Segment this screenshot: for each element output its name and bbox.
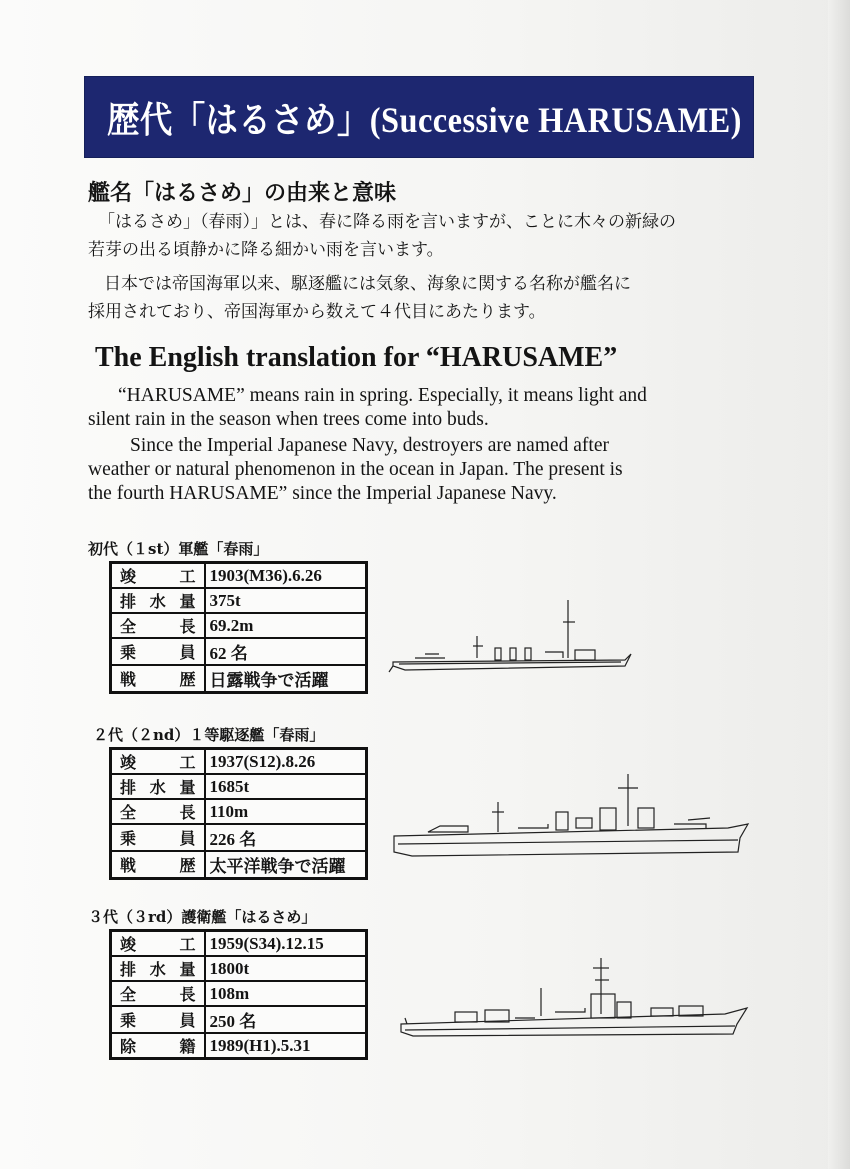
ship-3-spec-table <box>109 929 368 1060</box>
spec-value: 69.2m <box>205 613 367 638</box>
table-row <box>111 799 367 824</box>
spec-key: 全長 <box>111 981 205 1006</box>
ship-1-label: 初代（１st）軍艦「春雨」 <box>88 540 269 558</box>
spec-key: 排水量 <box>111 774 205 799</box>
english-line-3: Since the Imperial Japanese Navy, destroyers are named after <box>130 435 609 456</box>
spec-value: 250 名 <box>205 1006 367 1033</box>
ship-2-label: ２代（２nd）１等駆逐艦「春雨」 <box>93 726 325 744</box>
spec-value: 1959(S34).12.15 <box>205 931 367 957</box>
ship-3-label: ３代（３rd）護衛艦「はるさめ」 <box>88 908 317 926</box>
spec-value: 110m <box>205 799 367 824</box>
table-row <box>111 931 367 957</box>
spec-value: 1685t <box>205 774 367 799</box>
table-row <box>111 1006 367 1033</box>
spec-key: 竣工 <box>111 749 205 775</box>
ship-1-spec-table <box>109 561 368 694</box>
spec-key: 全長 <box>111 799 205 824</box>
table-row <box>111 824 367 851</box>
spec-key: 乗員 <box>111 824 205 851</box>
origin-line-4: 採用されており、帝国海軍から数えて４代目にあたります。 <box>88 302 546 322</box>
spec-value: 108m <box>205 981 367 1006</box>
table-row <box>111 981 367 1006</box>
english-line-2: silent rain in the season when trees come into buds. <box>88 409 489 430</box>
table-row <box>111 1033 367 1059</box>
table-row <box>111 956 367 981</box>
table-row <box>111 774 367 799</box>
spec-value: 太平洋戦争で活躍 <box>205 851 367 879</box>
spec-key: 戦歴 <box>111 665 205 693</box>
spec-key: 全長 <box>111 613 205 638</box>
table-row <box>111 851 367 879</box>
ship-1-drawing <box>385 592 645 682</box>
table-row <box>111 665 367 693</box>
english-line-1: “HARUSAME” means rain in spring. Especially, it means light and <box>118 385 647 406</box>
page-title: 歴代「はるさめ」(Successive HARUSAME) <box>107 99 742 140</box>
spec-value: 1903(M36).6.26 <box>205 563 367 589</box>
origin-line-3: 日本では帝国海軍以来、駆逐艦には気象、海象に関する名称が艦名に <box>104 274 631 294</box>
spec-value: 1800t <box>205 956 367 981</box>
origin-line-2: 若芽の出る頃静かに降る細かい雨を言います。 <box>88 240 444 260</box>
origin-line-1: 「はるさめ」（春雨）」とは、春に降る雨を言いますが、ことに木々の新緑の <box>98 212 676 232</box>
title-banner <box>85 77 753 157</box>
ship-2-spec-table <box>109 747 368 880</box>
table-row <box>111 588 367 613</box>
english-heading: The English translation for “HARUSAME” <box>95 342 618 373</box>
spec-value: 226 名 <box>205 824 367 851</box>
english-line-4: weather or natural phenomenon in the ocean in Japan. The present is <box>88 459 623 480</box>
ship-3-drawing <box>395 952 755 1042</box>
spec-key: 排水量 <box>111 588 205 613</box>
english-line-5: the fourth HARUSAME” since the Imperial Japanese Navy. <box>88 483 557 504</box>
ship-2-drawing <box>388 768 753 868</box>
spec-value: 1937(S12).8.26 <box>205 749 367 775</box>
page-edge-shadow <box>828 0 850 1169</box>
spec-key: 戦歴 <box>111 851 205 879</box>
table-row <box>111 613 367 638</box>
spec-key: 除籍 <box>111 1033 205 1059</box>
spec-key: 竣工 <box>111 931 205 957</box>
table-row <box>111 563 367 589</box>
table-row <box>111 638 367 665</box>
spec-value: 日露戦争で活躍 <box>205 665 367 693</box>
spec-key: 乗員 <box>111 638 205 665</box>
spec-value: 1989(H1).5.31 <box>205 1033 367 1059</box>
spec-key: 排水量 <box>111 956 205 981</box>
spec-key: 竣工 <box>111 563 205 589</box>
origin-heading: 艦名「はるさめ」の由来と意味 <box>88 180 397 206</box>
table-row <box>111 749 367 775</box>
spec-value: 62 名 <box>205 638 367 665</box>
spec-key: 乗員 <box>111 1006 205 1033</box>
spec-value: 375t <box>205 588 367 613</box>
